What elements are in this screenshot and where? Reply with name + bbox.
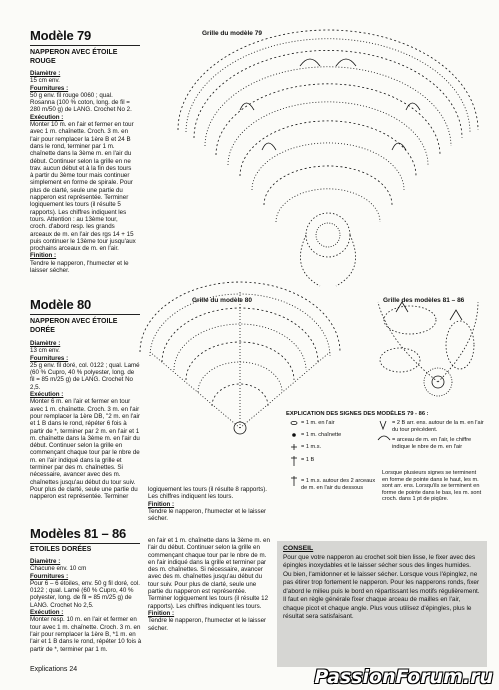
chart-80-label: Grille du modèle 80: [192, 297, 252, 304]
page-footer: [30, 666, 77, 673]
legend-slip: = 1 m. chaînette: [301, 432, 342, 438]
chart-79-label: Grille du modèle 79: [202, 30, 262, 37]
legend-title: EXPLICATION DES SIGNES DES MODÈLES 79 - 86 :: [286, 411, 429, 417]
legend-note: Lorsque plusieurs signes se terminent en forme de pointe dans le haut, les m. sont arr. ens. Lorsqu'ils se terminent en forme de pointe dans le bas, les m. sont croch. dans 1 pt de piqûre.: [382, 470, 482, 503]
model-79-instructions: Diamètre : 15 cm env. Fournitures : 50 g env. fil rouge 0060 ; qual. Rosanna (100 % coton, long. de fil = 280 m/50 g) de LANG. Crochet No 2. Exécution : Monter 10 m. en l'air et fermer en tour avec 1 m. chaînette. Croch. 3 m. en l'air pour remplacer la 1ère B et 24 B dans le rond, terminer par 1 m. chaînette dans la 3ème m. en l'air du début. Continuer selon la grille en ne trav. aucun début et à la fin des tours à partir du 3ème tour mais continuer simplement en forme de spirale. Pour plus de clarté, seule une partie du napperon est représentée. Terminer logiquement les tours (il résulte 5 rapports). Les chiffres indiquent les tours. Attention : au 13ème tour, croch. d'abord resp. les grands arceaux de m. en l'air des rgs 14 + 15 puis continuer le 13ème tour jusqu'aux prochains arceaux de m. en l'air. Finition : Tendre le napperon, l'humecter et le laisser sécher.: [30, 70, 136, 275]
divider: [30, 45, 140, 46]
divider: [30, 543, 140, 544]
divider: [30, 314, 140, 315]
legend-sc: = 1 m.s.: [301, 444, 322, 450]
model-79-subtitle: NAPPERON AVEC ÉTOILE ROUGE: [30, 49, 118, 65]
watermark: PassionForum.ru: [314, 666, 493, 688]
model-80-instructions: Diamètre : 13 cm env. Fournitures : 25 g env. fil doré, col. 0122 ; qual. Lamé (60 % Cupro, 40 % polyester, long. de fil = 85 m/25 g) de LANG. Crochet No 2,5. Exécution : Monter 6 m. en l'air et fermer en tour avec 1 m. chaînette. Croch. 3 m. en l'air pour remplacer la 1ère DB, "2 m. en l'air et 1 B dans le rond, répéter 6 fois à partir de *, terminer par 2 m. en l'air et 1 m. chaînette dans la 3ème m. en l'air du début. Continuer selon la grille en commençant chaque tour par le nbre de m. en l'air indiqué dans la grille et terminer par des m. chaînettes. Si nécessaire, avancer avec des m. chaînettes jusqu'au début du tour suiv. Pour plus de clarté, seule une partie du napperon est représentée. Terminer: [30, 340, 140, 501]
model-81-86-instructions-cont: en l'air et 1 m. chaînette dans la 3ème m. en l'air du début. Continuer selon la grille en commençant chaque tour par le nbre de m. en l'air indiqué dans la grille et terminer par des m. chaînettes. Si nécessaire, avancer avec des m. chaînettes jusqu'au début du tour suiv. Pour plus de clarté, seule une partie du napperon est représentée. Terminer logiquement les tours (il résulte 12 rapports). Les chiffres indiquent les tours. Finition : Tendre le napperon, l'humecter et le laisser sécher.: [148, 537, 270, 632]
conseil-text: Pour que votre napperon au crochet soit bien lisse, le fixer avec des épingles inoxydables et le laisser sécher sous des linges humides. Ou bien, l'amidonner et le laisser sécher. Lorsque vous l'épinglez, ne pas étirer trop fortement le napperon. Pour les napperons ronds, fixer d'abord le milieu puis le bord en répartissant les motifs régulièrement. Il faut en règle générale fixer chaque arceau de mailles en l'air, chaque picot et chaque angle. Plus vous utilisez d'épingles, plus le résultat sera satisfaisant.: [283, 553, 480, 620]
legend-arch: = arceau de m. en l'air, le chiffre indique le nbre de m. en l'air: [392, 437, 472, 450]
conseil-title: CONSEIL: [283, 545, 314, 552]
footer-label: Explications: [30, 666, 68, 673]
conseil-box: [277, 541, 487, 667]
chart-81-86-label: Grille des modèles 81 – 86: [383, 297, 465, 304]
legend-dc-tog: = 2 B arr. ens. autour de la m. en l'air du tour précédent.: [392, 420, 484, 433]
legend-chain: = 1 m. en l'air: [301, 420, 335, 426]
model-81-86-title: Modèles 81 – 86: [30, 526, 126, 541]
model-80-instructions-cont: logiquement les tours (il résulte 8 rapports). Les chiffres indiquent les tours. Finition : Tendre le napperon, l'humecter et le laisser sécher.: [148, 486, 267, 523]
legend-dc: = 1 B: [301, 457, 315, 463]
model-80-subtitle: NAPPERON AVEC ÉTOILE DORÉE: [30, 318, 118, 334]
model-80-title: Modèle 80: [30, 297, 92, 312]
model-81-86-subtitle: ETOILES DORÉES: [30, 546, 92, 553]
model-79-title: Modèle 79: [30, 28, 92, 43]
model-81-86-instructions: Diamètre : Chacune env. 10 cm Fournitures : Pour 6 – 6 étoiles, env. 50 g fil doré, col. 0122 ; qual. Lamé (60 % Cupro, 40 % polyester, long. de fil = 85 m/25 g) de LANG. Crochet No 2,5. Exécution : Monter resp. 10 m. en l'air et fermer en tour avec 1 m. chaînette. Croch. 3 m. en l'air pour remplacer la 1ère B, *1 m. en l'air et 1 B dans le rond, répéter 10 fois à partir de *, terminer par 1 m.: [30, 558, 142, 653]
page-number: 24: [69, 666, 78, 673]
legend-sc-around: = 1 m.s. autour des 2 arceaux de m. en l'air du dessous: [301, 478, 376, 491]
